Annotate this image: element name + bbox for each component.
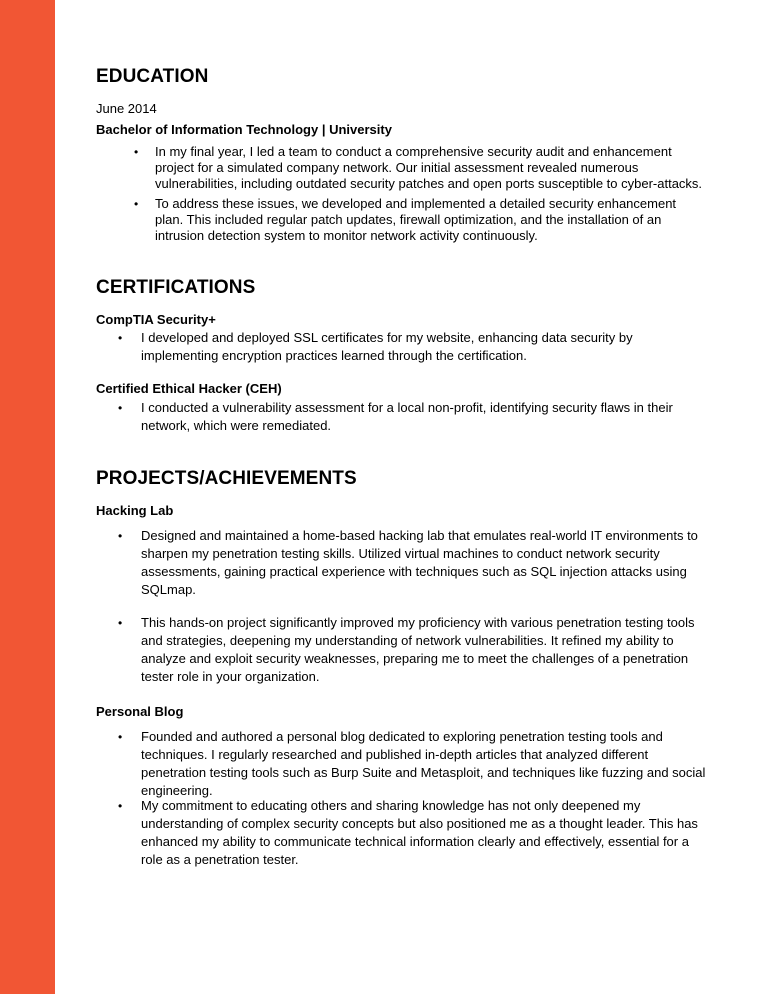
bullet-dot: • [118,616,123,630]
cert-bullet-text: I conducted a vulnerability assessment for a local non-profit, identifying security flaws in their network, which were remediated. [141,400,673,433]
certifications-heading: CERTIFICATIONS [96,277,256,298]
cert-name: Certified Ethical Hacker (CEH) [96,381,282,396]
education-bullet-text: To address these issues, we developed and implemented a detailed security enhancement plan. This included regular patch updates, firewall optimization, and the installation of an intrusion detection system to monitor network activity continuously. [155,196,677,243]
project-bullet-text: This hands-on project significantly improved my proficiency with various penetration testing tools and strategies, deepening my understanding of network vulnerabilities. It refined my ability to analyze and exploit security weaknesses, preparing me to meet the challenges of a penetration tester role in your organization. [141,615,695,684]
education-bullet-text: In my final year, I led a team to conduct a comprehensive security audit and enhancement project for a simulated company network. Our initial assessment revealed numerous vulnerabilities, including outdated security patches and open ports susceptible to cyber-attacks. [155,144,703,191]
education-heading: EDUCATION [96,66,209,87]
bullet-dot: • [134,197,139,211]
bullet-dot: • [118,331,123,345]
bullet-dot: • [118,529,123,543]
education-degree: Bachelor of Information Technology | University [96,122,392,137]
bullet-dot: • [118,799,123,813]
projects-heading: PROJECTS/ACHIEVEMENTS [96,468,357,489]
project-bullet-text: Designed and maintained a home-based hacking lab that emulates real-world IT environments to sharpen my penetration testing skills. Utilized virtual machines to conduct network security assessments, gaining practical experience with techniques such as SQL injection attacks using SQLmap. [141,528,698,597]
accent-side-bar [0,0,55,994]
education-date: June 2014 [96,101,157,116]
project-bullet-text: Founded and authored a personal blog dedicated to exploring penetration testing tools and techniques. I regularly researched and published in-depth articles that analyzed different penetration testing tools such as Burp Suite and Metasploit, and techniques like fuzzing and social engineering. [141,729,706,798]
cert-name: CompTIA Security+ [96,312,216,327]
project-name: Hacking Lab [96,503,174,518]
project-name: Personal Blog [96,704,184,719]
bullet-dot: • [118,401,123,415]
cert-bullet-text: I developed and deployed SSL certificates for my website, enhancing data security by implementing encryption practices learned through the certification. [141,330,633,363]
project-bullet-text: My commitment to educating others and sharing knowledge has not only deepened my understanding of complex security concepts but also positioned me as a thought leader. This has enhanced my ability to communicate technical information clearly and effectively, essential for a role as a penetration tester. [141,798,698,867]
bullet-dot: • [134,145,139,159]
bullet-dot: • [118,730,123,744]
